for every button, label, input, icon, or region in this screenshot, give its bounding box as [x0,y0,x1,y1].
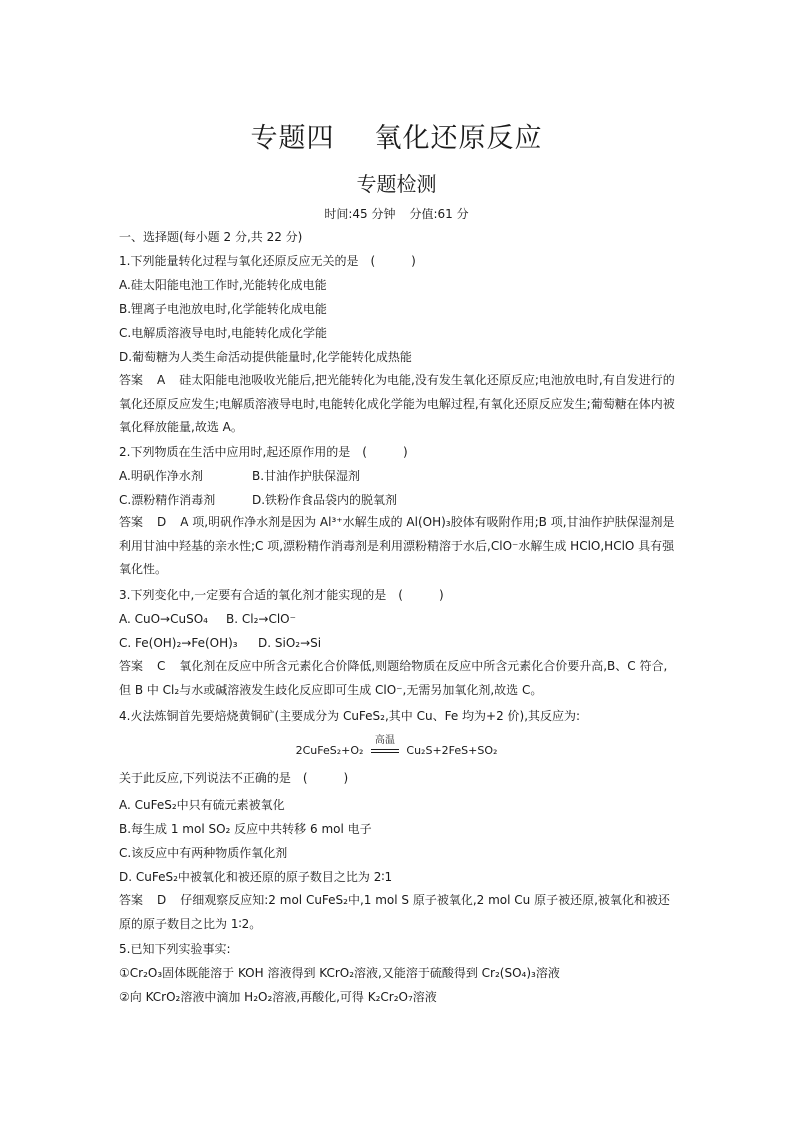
answer-explanation: 硅太阳能电池吸收光能后,把光能转化为电能,没有发生氧化还原反应;电池放电时,有自发进行的氧化还原反应发生;电解质溶液导电时,电能转化成化学能为电解过程,有氧化还原反应发生;葡萄糖在体内被氧化释放能量,故选 A。 [119,373,675,434]
q4-option-c: C.该反应中有两种物质作氧化剂 [119,846,288,860]
answer-key: C [157,659,166,673]
answer-key: A [157,373,166,387]
q3-option-a: A. CuO→CuSO₄ [119,612,208,626]
exam-score: 分值:61 分 [409,207,469,221]
title-name: 氧化还原反应 [374,123,543,154]
q3-option-d: D. SiO₂→Si [258,636,322,650]
q3-answer [119,655,679,702]
answer-label: 答案 [119,373,144,387]
answer-key: D [157,515,167,529]
q1-stem: 1.下列能量转化过程与氧化还原反应无关的是 ( ) [119,254,416,268]
q4-stem: 4.火法炼铜首先要焙烧黄铜矿(主要成分为 CuFeS₂,其中 Cu、Fe 均为+2 价),其反应为: [119,709,581,723]
q1-option-a: A.硅太阳能电池工作时,光能转化成电能 [119,278,327,292]
answer-explanation: 氧化剂在反应中所含元素化合价降低,则题给物质在反应中所含元素化合价要升高,B、C 符合,但 B 中 Cl₂与水或碱溶液发生歧化反应即可生成 ClO⁻,无需另加氧化剂,故选 C。 [119,659,668,697]
answer-explanation: A 项,明矾作净水剂是因为 Al³⁺水解生成的 Al(OH)₃胶体有吸附作用;B 项,甘油作护肤保湿剂是利用甘油中羟基的亲水性;C 项,漂粉精作消毒剂是利用漂粉精溶于水后,ClO⁻水解生成 HClO,HClO 具有强氧化性。 [119,515,675,576]
q2-stem: 2.下列物质在生活中应用时,起还原作用的是 ( ) [119,445,408,459]
q4-option-a: A. CuFeS₂中只有硫元素被氧化 [119,798,285,812]
equation-arrow [367,735,403,757]
q5-item-1: ①Cr₂O₃固体既能溶于 KOH 溶液得到 KCrO₂溶液,又能溶于硫酸得到 Cr₂(SO₄)₃溶液 [119,966,560,980]
answer-label: 答案 [119,893,144,907]
equation-condition: 高温 [374,735,395,746]
answer-label: 答案 [119,515,144,529]
answer-explanation: 仔细观察反应知:2 mol CuFeS₂中,1 mol S 原子被氧化,2 mol Cu 原子被还原,被氧化和被还原的原子数目之比为 1∶2。 [119,893,670,931]
q2-answer [119,511,679,582]
q1-option-b: B.锂离子电池放电时,化学能转化成电能 [119,302,327,316]
answer-key: D [157,893,167,907]
q5-stem: 5.已知下列实验事实: [119,942,231,956]
q2-option-b: B.甘油作护肤保湿剂 [252,469,361,483]
q1-option-c: C.电解质溶液导电时,电能转化成化学能 [119,326,328,340]
q4-option-d: D. CuFeS₂中被氧化和被还原的原子数目之比为 2∶1 [119,870,393,884]
exam-time: 时间:45 分钟 [324,207,396,221]
q2-option-a: A.明矾作净水剂 [119,469,203,483]
reaction-equation [0,735,793,757]
q1-option-d: D.葡萄糖为人类生命活动提供能量时,化学能转化成热能 [119,350,412,364]
q3-stem: 3.下列变化中,一定要有合适的氧化剂才能实现的是 ( ) [119,588,444,602]
equation-reactants: 2CuFeS₂+O₂ [295,744,364,757]
q4-option-b: B.每生成 1 mol SO₂ 反应中共转移 6 mol 电子 [119,822,372,836]
page-title [0,116,793,155]
q3-option-b: B. Cl₂→ClO⁻ [226,612,296,626]
exam-meta [0,205,793,222]
q3-option-c: C. Fe(OH)₂→Fe(OH)₃ [119,636,238,650]
answer-label: 答案 [119,659,144,673]
q1-answer [119,369,679,440]
page-subtitle: 专题检测 [356,172,437,196]
q5-item-2: ②向 KCrO₂溶液中滴加 H₂O₂溶液,再酸化,可得 K₂Cr₂O₇溶液 [119,990,437,1004]
section-heading: 一、选择题(每小题 2 分,共 22 分) [119,230,303,244]
title-topic: 专题四 [250,123,335,154]
q4-answer [119,889,679,936]
q2-option-c: C.漂粉精作消毒剂 [119,493,216,507]
q2-option-d: D.铁粉作食品袋内的脱氧剂 [252,493,398,507]
q4-question: 关于此反应,下列说法不正确的是 ( ) [119,771,349,785]
equation-products: Cu₂S+2FeS+SO₂ [406,744,498,757]
